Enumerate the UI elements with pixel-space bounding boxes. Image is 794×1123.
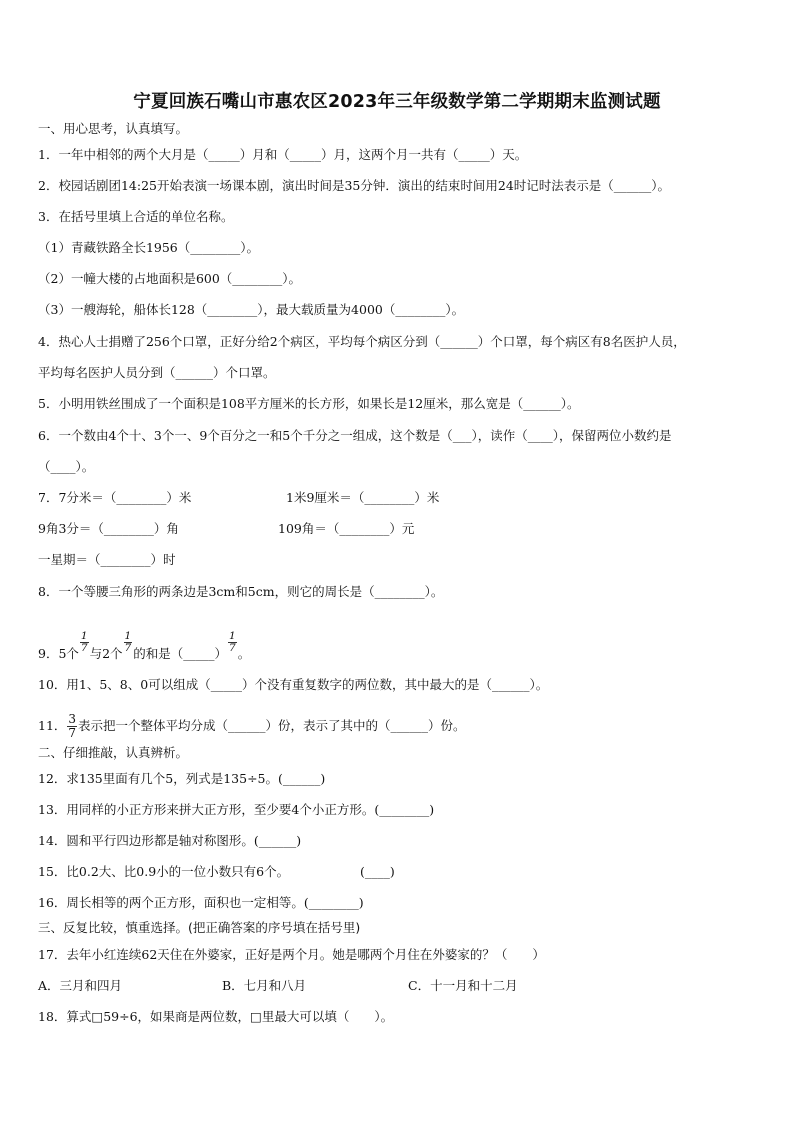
fraction-numerator: 1 (229, 630, 236, 642)
question-15-answer-blank: (____) (360, 864, 395, 879)
question-9 (38, 630, 251, 666)
question-7-item-2: 1米9厘米＝（________）米 (286, 490, 440, 505)
question-6-line-1: 6．一个数由4个十、3个一、9个百分之一和5个千分之一组成，这个数是（___），读作（____），保留两位小数约是 (38, 428, 672, 443)
question-9-text-2: 与2个 (89, 646, 123, 661)
question-7-item-4: 109角＝（________）元 (278, 521, 415, 536)
question-14: 14．圆和平行四边形都是轴对称图形。(______) (38, 833, 302, 848)
question-11 (38, 713, 466, 740)
question-10: 10．用1、5、8、0可以组成（_____）个没有重复数字的两位数，其中最大的是（______）。 (38, 677, 549, 692)
question-13: 13．用同样的小正方形来拼大正方形，至少要4个小正方形。(________) (38, 802, 435, 817)
question-2: 2．校园话剧团14:25开始表演一场课本剧，演出时间是35分钟．演出的结束时间用24时记时法表示是（______）。 (38, 178, 671, 193)
fraction-one-seventh (80, 631, 89, 654)
question-11-text: 表示把一个整体平均分成（______）份，表示了其中的（______）份。 (78, 718, 466, 733)
question-4-line-1: 4．热心人士捐赠了256个口罩，正好分给2个病区，平均每个病区分到（______）个口罩，每个病区有8名医护人员， (38, 334, 686, 349)
question-3-part-1: （1）青藏铁路全长1956（________）。 (38, 240, 260, 255)
question-3: 3．在括号里填上合适的单位名称。 (38, 209, 234, 224)
option-b: B．七月和八月 (222, 978, 307, 993)
fraction-three-sevenths (67, 713, 77, 740)
question-3-part-2: （2）一幢大楼的占地面积是600（________）。 (38, 271, 302, 286)
option-c: C．十一月和十二月 (408, 978, 518, 993)
section-heading-3: 三、反复比较，慎重选择。(把正确答案的序号填在括号里) (38, 920, 361, 935)
fraction-numerator: 3 (68, 712, 77, 726)
section-heading-2: 二、仔细推敲，认真辨析。 (38, 745, 189, 760)
question-4-line-2: 平均每名医护人员分到（______）个口罩。 (38, 365, 276, 380)
question-11-number: 11． (38, 718, 67, 733)
question-7-item-3: 9角3分＝（________）角 (38, 521, 179, 536)
fraction-denominator: 7 (229, 642, 236, 654)
question-7-item-5: 一星期＝（________）时 (38, 552, 176, 567)
question-8: 8．一个等腰三角形的两条边是3cm和5cm，则它的周长是（________）。 (38, 584, 444, 599)
fraction-one-seventh (228, 631, 237, 654)
question-15: 15．比0.2大、比0.9小的一位小数只有6个。 (38, 864, 290, 879)
question-7-item-1: 7．7分米＝（________）米 (38, 490, 192, 505)
question-5: 5．小明用铁丝围成了一个面积是108平方厘米的长方形，如果长是12厘米，那么宽是（______）。 (38, 396, 580, 411)
question-9-text-1: 9．5个 (38, 646, 79, 661)
question-16: 16．周长相等的两个正方形，面积也一定相等。(________) (38, 895, 364, 910)
fraction-denominator: 7 (68, 726, 77, 740)
section-heading-1: 一、用心思考，认真填写。 (38, 121, 189, 136)
question-9-text-3: 的和是（_____） (133, 646, 227, 661)
question-18: 18．算式□59÷6，如果商是两位数，□里最大可以填（ ）。 (38, 1009, 394, 1024)
question-12: 12．求135里面有几个5，列式是135÷5。(______) (38, 771, 326, 786)
question-9-text-4: 。 (237, 646, 251, 661)
page-title: 宁夏回族石嘴山市惠农区2023年三年级数学第二学期期末监测试题 (133, 92, 661, 112)
question-17: 17．去年小红连续62天住在外婆家，正好是两个月。她是哪两个月住在外婆家的？（ ） (38, 947, 545, 962)
fraction-numerator: 1 (124, 630, 132, 642)
fraction-denominator: 7 (124, 642, 132, 654)
fraction-one-seventh (124, 631, 133, 654)
question-1: 1．一年中相邻的两个大月是（_____）月和（_____）月，这两个月一共有（_____）天。 (38, 147, 528, 162)
fraction-numerator: 1 (80, 630, 88, 642)
fraction-denominator: 7 (80, 642, 88, 654)
question-3-part-3: （3）一艘海轮，船体长128（________），最大载质量为4000（________）。 (38, 302, 465, 317)
option-a: A．三月和四月 (38, 978, 123, 993)
question-6-line-2: （____）。 (38, 459, 95, 474)
